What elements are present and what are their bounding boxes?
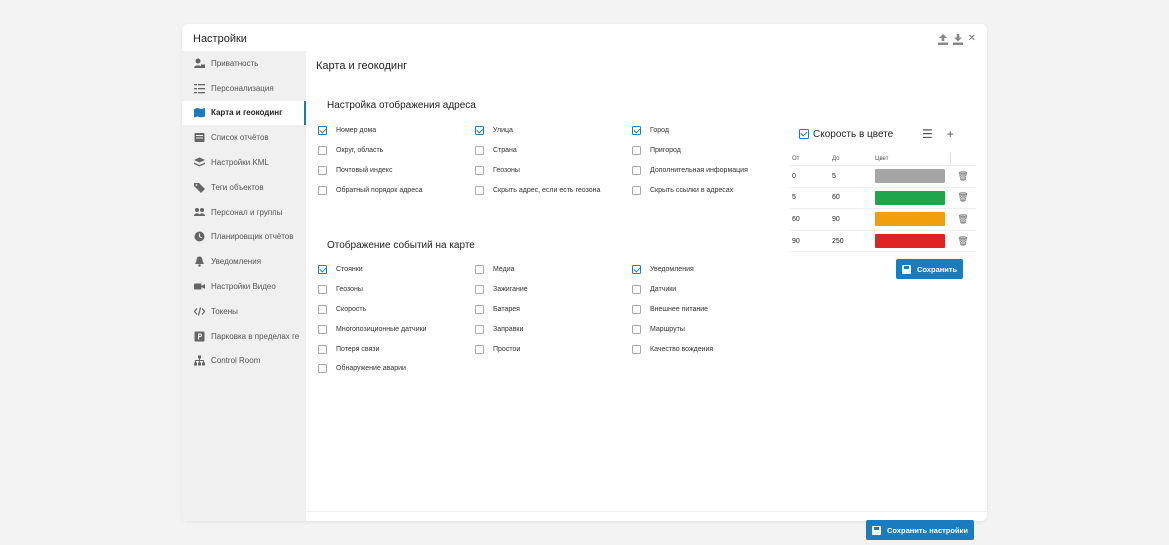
checkbox-box[interactable]: [475, 146, 484, 155]
checkbox-label: Улица: [493, 127, 513, 135]
save-label: Сохранить: [917, 264, 958, 274]
checkbox-label: Датчики: [650, 286, 677, 294]
checkbox-label: Почтовый индекс: [336, 166, 393, 174]
checkbox-label: Зажигание: [493, 286, 528, 294]
sidebar-item-object-tags[interactable]: [182, 175, 306, 200]
settings-dialog: [182, 24, 987, 535]
speed-color-tools: [922, 127, 954, 141]
sidebar-item-label: Карта и геокодинг: [211, 108, 283, 118]
table-row: [790, 188, 976, 210]
to-value[interactable]: 90: [832, 215, 840, 223]
sidebar-item-notifications[interactable]: [182, 249, 306, 274]
sidebar-item-label: Парковка в пределах ге: [211, 331, 300, 341]
save-settings-button[interactable]: [866, 520, 974, 540]
sidebar-item-label: Токены: [211, 306, 238, 316]
checkbox-label: Дополнительная информация: [650, 166, 748, 174]
sidebar-item-report-list[interactable]: [182, 125, 306, 150]
from-value[interactable]: 60: [792, 215, 800, 223]
column-header-from: От: [792, 155, 800, 162]
checkbox-label: Геозоны: [493, 166, 520, 174]
checkbox-street[interactable]: [475, 121, 632, 141]
checkbox-label: Качество вождения: [650, 345, 714, 353]
checkbox-label: Обратный порядок адреса: [336, 186, 423, 194]
checkbox-box[interactable]: [799, 129, 809, 139]
checkbox-label: Стоянки: [336, 266, 363, 274]
checkbox-box[interactable]: [318, 364, 327, 373]
sidebar-item-kml[interactable]: [182, 150, 306, 175]
checkbox-label: Округ, область: [336, 147, 384, 155]
sidebar-item-label: Настройки Видео: [211, 282, 276, 292]
title-actions: [938, 33, 976, 45]
address-options: [318, 121, 792, 200]
color-swatch[interactable]: [875, 234, 945, 248]
checkbox-label: Обнаружение аварии: [336, 365, 406, 373]
checkbox-box[interactable]: [475, 265, 484, 274]
color-swatch[interactable]: [875, 212, 945, 226]
trash-icon[interactable]: 🗑: [957, 192, 969, 203]
trash-icon[interactable]: 🗑: [957, 235, 969, 246]
save-speed-colors-button[interactable]: [896, 259, 963, 279]
events-options: [318, 260, 792, 379]
checkbox-house-number[interactable]: [318, 121, 475, 141]
color-swatch[interactable]: [875, 191, 945, 205]
checkbox-box[interactable]: [475, 186, 484, 195]
list-settings-icon: [194, 83, 205, 94]
checkbox-idles[interactable]: [475, 339, 632, 359]
close-icon[interactable]: ✕: [967, 33, 976, 44]
to-value[interactable]: 5: [832, 172, 836, 180]
checkbox-label: Батарея: [493, 305, 520, 313]
checkbox-label: Маршруты: [650, 325, 685, 333]
table-row: [790, 209, 976, 231]
checkbox-box[interactable]: [632, 265, 641, 274]
to-value[interactable]: 250: [832, 237, 844, 245]
checkbox-label: Внешнее питание: [650, 305, 709, 313]
save-settings-label: Сохранить настройки: [887, 525, 968, 535]
save-icon: [872, 526, 881, 535]
checkbox-box[interactable]: [632, 166, 641, 175]
hierarchy-icon: [194, 355, 205, 366]
bell-icon: [194, 256, 205, 267]
checkbox-box[interactable]: [475, 285, 484, 294]
settings-sidebar: [182, 51, 306, 521]
trash-icon[interactable]: 🗑: [957, 213, 969, 224]
list-icon[interactable]: ☰: [922, 127, 933, 141]
checkbox-label: Многопозиционные датчики: [336, 325, 427, 333]
user-lock-icon: [194, 58, 205, 69]
checkbox-label: Уведомления: [650, 266, 694, 274]
sidebar-item-staff-groups[interactable]: [182, 200, 306, 225]
checkbox-box[interactable]: [475, 305, 484, 314]
checkbox-country[interactable]: [475, 141, 632, 161]
checkbox-box[interactable]: [632, 186, 641, 195]
checkbox-speed[interactable]: [318, 300, 475, 320]
checkbox-box[interactable]: [318, 345, 327, 354]
speed-color-table: [790, 152, 976, 252]
checkbox-box[interactable]: [475, 345, 484, 354]
checkbox-label: Скрыть ссылки в адресах: [650, 186, 734, 194]
checkbox-crash-detection[interactable]: [318, 359, 475, 379]
checkbox-city[interactable]: [632, 121, 792, 141]
users-icon: [194, 207, 205, 218]
checkbox-box[interactable]: [318, 285, 327, 294]
video-icon: [194, 281, 205, 292]
report-list-icon: [194, 132, 205, 143]
color-swatch[interactable]: [875, 169, 945, 183]
sidebar-item-label: Приватность: [211, 58, 259, 68]
checkbox-box[interactable]: [475, 126, 484, 135]
checkbox-stops[interactable]: [318, 260, 475, 280]
sidebar-item-label: Control Room: [211, 356, 261, 366]
checkbox-routes[interactable]: [632, 319, 792, 339]
dialog-title: Настройки: [193, 33, 247, 45]
checkbox-label: Заправки: [493, 325, 524, 333]
checkbox-label: Скрыть адрес, если есть геозона: [493, 186, 601, 194]
footer-divider: [306, 511, 987, 512]
checkbox-box[interactable]: [318, 166, 327, 175]
sidebar-item-parking[interactable]: [182, 324, 306, 349]
checkbox-label: Потеря связи: [336, 345, 380, 353]
sidebar-item-tokens[interactable]: [182, 299, 306, 324]
checkbox-box[interactable]: [475, 325, 484, 334]
checkbox-box[interactable]: [632, 305, 641, 314]
address-section-title: Настройка отображения адреса: [327, 100, 476, 111]
table-row: [790, 166, 976, 188]
checkbox-event-geozones[interactable]: [318, 280, 475, 300]
download-icon[interactable]: [953, 34, 963, 45]
checkbox-box[interactable]: [318, 126, 327, 135]
speed-color-label: Скорость в цвете: [813, 128, 894, 140]
checkbox-ignition[interactable]: [475, 280, 632, 300]
checkbox-notifications[interactable]: [632, 260, 792, 280]
checkbox-label: Скорость: [336, 305, 367, 313]
sidebar-item-control-room[interactable]: [182, 349, 306, 374]
code-icon: [194, 306, 205, 317]
checkbox-box[interactable]: [632, 285, 641, 294]
to-value[interactable]: 60: [832, 194, 840, 202]
checkbox-box[interactable]: [475, 166, 484, 175]
checkbox-refuels[interactable]: [475, 319, 632, 339]
sidebar-item-map-geocoding[interactable]: [182, 101, 306, 126]
events-section-title: Отображение событий на карте: [327, 240, 475, 251]
column-header-to: До: [832, 155, 840, 162]
checkbox-label: Номер дома: [336, 127, 377, 135]
tag-icon: [194, 182, 205, 193]
checkbox-box[interactable]: [632, 146, 641, 155]
sidebar-item-personalization[interactable]: [182, 76, 306, 101]
sidebar-item-privacy[interactable]: [182, 51, 306, 76]
save-icon: [902, 265, 911, 274]
sidebar-item-label: Планировщик отчётов: [211, 232, 294, 242]
checkbox-postal-code[interactable]: [318, 161, 475, 181]
page-title: Карта и геокодинг: [316, 60, 408, 72]
checkbox-reverse-order[interactable]: [318, 180, 475, 200]
layers-icon: [194, 157, 205, 168]
sidebar-item-label: Список отчётов: [211, 133, 269, 143]
checkbox-suburb[interactable]: [632, 141, 792, 161]
checkbox-box[interactable]: [632, 325, 641, 334]
column-header-color: Цвет: [875, 155, 889, 162]
table-row: [790, 231, 976, 253]
checkbox-connection-loss[interactable]: [318, 339, 475, 359]
plus-icon[interactable]: +: [946, 127, 954, 141]
sidebar-item-label: Теги объектов: [211, 182, 264, 192]
speed-color-toggle[interactable]: [799, 127, 893, 141]
checkbox-box[interactable]: [632, 345, 641, 354]
settings-content: [306, 51, 987, 535]
column-header-actions: [950, 152, 976, 166]
parking-icon: [194, 331, 205, 342]
upload-icon[interactable]: [938, 34, 948, 45]
checkbox-district[interactable]: [318, 141, 475, 161]
checkbox-extra-info[interactable]: [632, 161, 792, 181]
from-value[interactable]: 90: [792, 237, 800, 245]
checkbox-battery[interactable]: [475, 300, 632, 320]
checkbox-media[interactable]: [475, 260, 632, 280]
from-value[interactable]: 5: [792, 194, 796, 202]
sidebar-item-label: Персонал и группы: [211, 207, 283, 217]
clock-icon: [194, 231, 205, 242]
sidebar-item-report-scheduler[interactable]: [182, 225, 306, 250]
checkbox-sensors[interactable]: [632, 280, 792, 300]
checkbox-hide-links[interactable]: [632, 180, 792, 200]
checkbox-driving-quality[interactable]: [632, 339, 792, 359]
from-value[interactable]: 0: [792, 172, 796, 180]
sidebar-item-video[interactable]: [182, 274, 306, 299]
checkbox-geozones[interactable]: [475, 161, 632, 181]
sidebar-item-label: Персонализация: [211, 83, 274, 93]
sidebar-item-label: Уведомления: [211, 257, 262, 267]
checkbox-multi-sensors[interactable]: [318, 319, 475, 339]
checkbox-box[interactable]: [318, 325, 327, 334]
trash-icon[interactable]: 🗑: [957, 170, 969, 181]
map-icon: [194, 107, 205, 118]
checkbox-box[interactable]: [318, 146, 327, 155]
checkbox-box[interactable]: [318, 186, 327, 195]
checkbox-box[interactable]: [632, 126, 641, 135]
checkbox-label: Пригород: [650, 147, 681, 155]
checkbox-label: Медиа: [493, 266, 515, 274]
checkbox-label: Город: [650, 127, 669, 135]
checkbox-label: Страна: [493, 147, 517, 155]
checkbox-box[interactable]: [318, 265, 327, 274]
checkbox-external-power[interactable]: [632, 300, 792, 320]
checkbox-hide-address[interactable]: [475, 180, 632, 200]
checkbox-label: Простои: [493, 345, 521, 353]
checkbox-box[interactable]: [318, 305, 327, 314]
table-header: [790, 152, 976, 166]
sidebar-item-label: Настройки KML: [211, 158, 269, 168]
checkbox-label: Геозоны: [336, 286, 363, 294]
